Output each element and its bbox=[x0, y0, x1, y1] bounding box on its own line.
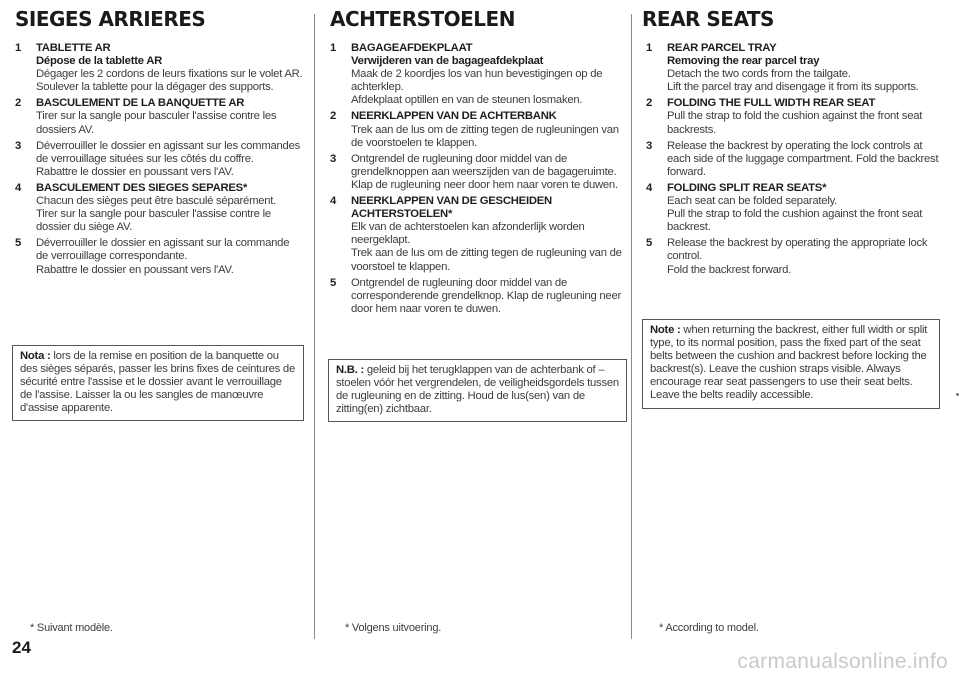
step-item bbox=[327, 110, 622, 149]
english-column bbox=[631, 0, 960, 640]
step-item bbox=[12, 42, 304, 94]
note-text: lors de la remise en position de la banquette ou des sièges séparés, passer les brins fixes de ceintures de sécurité entre l'assise et le dossier avant le verrouillage de l'assise. Laisser la ou les sangles de manœuvre d'assise apparente. bbox=[20, 350, 295, 415]
french-column bbox=[0, 0, 313, 657]
step-text: Rabattre le dossier en poussant vers l'AV. bbox=[36, 263, 234, 276]
note-label: Note : bbox=[650, 324, 681, 336]
step-item bbox=[643, 140, 943, 179]
step-number: 4 bbox=[330, 195, 337, 208]
step-text: Afdekplaat optillen en van de steunen losmaken. bbox=[351, 94, 583, 107]
step-number: 3 bbox=[330, 152, 337, 165]
step-heading: FOLDING THE FULL WIDTH REAR SEAT bbox=[667, 97, 876, 110]
step-text: Soulever la tablette pour la dégager des supports. bbox=[36, 81, 274, 94]
french-note-box bbox=[12, 345, 304, 421]
page-number: 24 bbox=[12, 638, 31, 657]
step-text: Rabattre le dossier en poussant vers l'AV. bbox=[36, 165, 234, 178]
step-number: 2 bbox=[646, 97, 653, 110]
step-item bbox=[327, 153, 622, 192]
step-number: 1 bbox=[646, 42, 653, 54]
step-number: 4 bbox=[15, 181, 22, 194]
margin-dot bbox=[956, 393, 959, 396]
step-item bbox=[327, 42, 622, 107]
step-text: Detach the two cords from the tailgate. bbox=[667, 68, 851, 81]
french-title: SIEGES ARRIERES bbox=[15, 7, 206, 31]
step-text: Tirer sur la sangle pour basculer l'assise contre le dossier du siège AV. bbox=[36, 208, 271, 234]
step-item bbox=[643, 237, 943, 276]
dutch-steps bbox=[327, 42, 622, 319]
step-text: Chacun des sièges peut être basculé séparément. bbox=[36, 195, 277, 208]
watermark: carmanualsonline.info bbox=[737, 650, 948, 673]
step-text: Each seat can be folded separately. bbox=[667, 195, 838, 208]
step-item bbox=[12, 97, 304, 136]
step-subheading: Dépose de la tablette AR bbox=[36, 55, 163, 68]
step-text: Elk van de achterstoelen kan afzonderlijk worden neergeklapt. bbox=[351, 221, 585, 247]
step-text: Trek aan de lus om de zitting tegen de rugleuningen van de voorstoelen te klappen. bbox=[351, 123, 619, 149]
step-text: Tirer sur la sangle pour basculer l'assise contre les dossiers AV. bbox=[36, 110, 277, 136]
note-label: Nota : bbox=[20, 350, 51, 362]
english-footnote: * According to model. bbox=[659, 622, 759, 634]
step-heading: NEERKLAPPEN VAN DE GESCHEIDEN ACHTERSTOELEN* bbox=[351, 195, 552, 221]
step-item bbox=[643, 182, 943, 234]
step-text: Release the backrest by operating the appropriate lock control. bbox=[667, 237, 928, 263]
step-heading: BASCULEMENT DES SIEGES SEPARES* bbox=[36, 181, 248, 194]
step-heading: NEERKLAPPEN VAN DE ACHTERBANK bbox=[351, 110, 557, 123]
step-text: Trek aan de lus om de zitting tegen de rugleuning van de voorstoel te klappen. bbox=[351, 247, 622, 273]
english-steps bbox=[643, 42, 943, 280]
dutch-footnote: * Volgens uitvoering. bbox=[345, 622, 442, 634]
step-number: 3 bbox=[646, 139, 653, 152]
french-footnote: * Suivant modèle. bbox=[30, 622, 113, 634]
english-title: REAR SEATS bbox=[642, 7, 774, 31]
step-number: 5 bbox=[330, 276, 337, 289]
step-text: Fold the backrest forward. bbox=[667, 263, 792, 276]
step-item bbox=[327, 277, 622, 316]
step-subheading: Verwijderen van de bagageafdekplaat bbox=[351, 55, 544, 68]
step-item bbox=[12, 237, 304, 276]
step-heading: REAR PARCEL TRAY bbox=[667, 42, 777, 54]
step-heading: TABLETTE AR bbox=[36, 42, 111, 54]
step-number: 4 bbox=[646, 181, 653, 194]
step-text: Lift the parcel tray and disengage it from its supports. bbox=[667, 81, 919, 94]
step-number: 5 bbox=[15, 237, 22, 250]
step-heading: FOLDING SPLIT REAR SEATS* bbox=[667, 181, 827, 194]
note-label: N.B. : bbox=[336, 364, 364, 376]
note-text: geleid bij het terugklappen van de achterbank of – stoelen vóór het vergrendelen, de veiligheidsgordels tussen de rugleuning en de zitting. Houd de lus(sen) van de zitting(en) zichtbaar. bbox=[336, 364, 619, 416]
step-item bbox=[643, 97, 943, 136]
french-steps bbox=[12, 42, 304, 280]
step-item bbox=[327, 195, 622, 274]
step-text: Maak de 2 koordjes los van hun bevestigingen op de achterklep. bbox=[351, 68, 603, 94]
step-number: 2 bbox=[330, 110, 337, 123]
step-number: 1 bbox=[15, 42, 22, 54]
english-note-box bbox=[642, 319, 940, 409]
step-number: 5 bbox=[646, 237, 653, 250]
step-text: Pull the strap to fold the cushion against the front seat backrests. bbox=[667, 110, 923, 136]
step-subheading: Removing the rear parcel tray bbox=[667, 55, 820, 68]
step-text: Ontgrendel de rugleuning door middel van de corresponderende grendelknop. Klap de rugleuning neer door hem naar voren te duwen. bbox=[351, 276, 622, 315]
step-item bbox=[643, 42, 943, 94]
step-text: Dégager les 2 cordons de leurs fixations sur le volet AR. bbox=[36, 68, 303, 81]
step-text: Ontgrendel de rugleuning door middel van de grendelknoppen aan weerszijden van de bagageruimte. Klap de rugleuning neer door hem naar voren te duwen. bbox=[351, 152, 618, 191]
step-number: 3 bbox=[15, 139, 22, 152]
step-number: 1 bbox=[330, 42, 337, 54]
step-item bbox=[12, 182, 304, 234]
dutch-title: ACHTERSTOELEN bbox=[330, 7, 515, 31]
step-text: Déverrouiller le dossier en agissant sur les commandes de verrouillage situées sur les côtés du coffre. bbox=[36, 139, 301, 165]
note-text: when returning the backrest, either full width or split type, to its normal position, pass the fixed part of the seat belts between the cushion and backrest before locking the backrest(s). Leave the cushion straps visible. Always encourage rear seat passengers to use their seat belts. Leave the belts readily accessible. bbox=[650, 324, 928, 402]
dutch-note-box bbox=[328, 359, 627, 422]
step-number: 2 bbox=[15, 97, 22, 110]
step-item bbox=[12, 140, 304, 179]
step-text: Pull the strap to fold the cushion against the front seat backrest. bbox=[667, 208, 923, 234]
dutch-column bbox=[313, 0, 631, 640]
step-heading: BASCULEMENT DE LA BANQUETTE AR bbox=[36, 97, 245, 110]
step-text: Déverrouiller le dossier en agissant sur la commande de verrouillage correspondante. bbox=[36, 237, 290, 263]
step-text: Release the backrest by operating the lock controls at each side of the luggage compartment. Fold the backrest forward. bbox=[667, 139, 939, 178]
step-heading: BAGAGEAFDEKPLAAT bbox=[351, 42, 473, 54]
